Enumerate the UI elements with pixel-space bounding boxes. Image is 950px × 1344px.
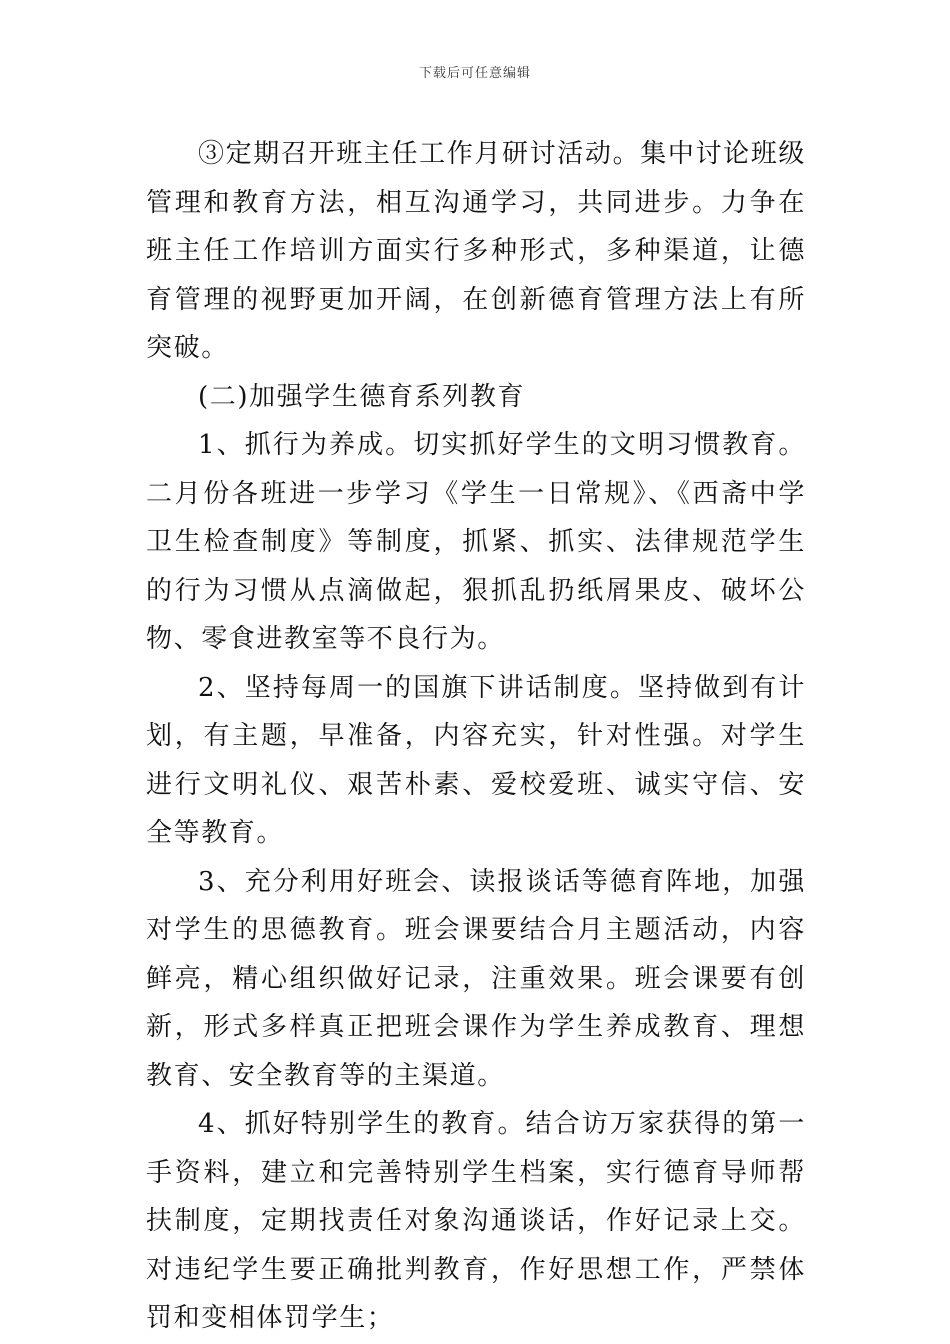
document-body	[146, 130, 806, 1343]
paragraph-class-meeting: 3、充分利用好班会、读报谈话等德育阵地，加强对学生的思德教育。班会课要结合月主题活动，内容鲜亮，精心组织做好记录，注重效果。班会课要有创新，形式多样真正把班会课作为学生养成教育、理想教育、安全教育等的主渠道。	[146, 866, 806, 1091]
section-heading-moral-education: (二)加强学生德育系列教育	[198, 381, 526, 412]
paragraph-flag-speech: 2、坚持每周一的国旗下讲话制度。坚持做到有计划，有主题，早准备，内容充实，针对性强。对学生进行文明礼仪、艰苦朴素、爱校爱班、诚实守信、安全等教育。	[146, 672, 806, 848]
paragraph-special-students: 4、抓好特别学生的教育。结合访万家获得的第一手资料，建立和完善特别学生档案，实行德育导师帮扶制度，定期找责任对象沟通谈话，作好记录上交。对违纪学生要正确批判教育，作好思想工作，严禁体罚和变相体罚学生；	[146, 1109, 806, 1333]
page-header: 下载后可任意编辑	[418, 66, 531, 81]
paragraph-behavior-habits: 1、抓行为养成。切实抓好学生的文明习惯教育。二月份各班进一步学习《学生一日常规》、《西斋中学卫生检查制度》等制度，抓紧、抓实、法律规范学生的行为习惯从点滴做起，狠抓乱扔纸屑果皮、破坏公物、零食进教室等不良行为。	[146, 430, 806, 654]
paragraph-monthly-seminar: ③定期召开班主任工作月研讨活动。集中讨论班级管理和教育方法，相互沟通学习，共同进步。力争在班主任工作培训方面实行多种形式，多种渠道，让德育管理的视野更加开阔，在创新德育管理方法上有所突破。	[146, 139, 806, 363]
